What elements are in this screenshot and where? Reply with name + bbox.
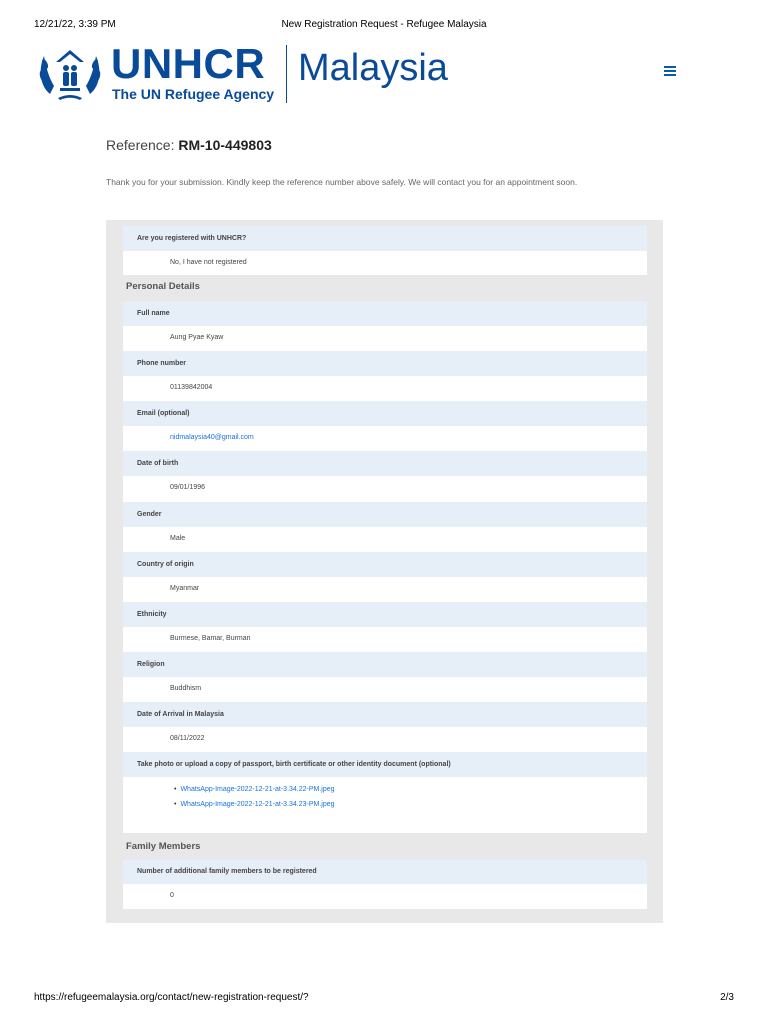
field-label-registered: Are you registered with UNHCR? [123, 226, 647, 251]
print-page-title: New Registration Request - Refugee Malaysia [281, 19, 487, 30]
field-value-registered: No, I have not registered [123, 251, 647, 275]
field-label-full-name: Full name [123, 301, 647, 326]
field-label-phone: Phone number [123, 351, 647, 376]
field-label-ethnicity: Ethnicity [123, 602, 647, 627]
field-value-ethnicity: Burmese, Bamar, Burman [123, 627, 647, 652]
print-datetime: 12/21/22, 3:39 PM [34, 19, 116, 30]
field-label-gender: Gender [123, 502, 647, 527]
field-value-religion: Buddhism [123, 677, 647, 702]
print-url: https://refugeemalaysia.org/contact/new-registration-request/? [34, 992, 309, 1003]
reference-label: Reference: [106, 137, 175, 153]
submission-details [106, 220, 663, 923]
field-value-country: Myanmar [123, 577, 647, 602]
field-label-email: Email (optional) [123, 401, 647, 426]
org-name: UNHCR [111, 40, 266, 87]
unhcr-emblem-icon [36, 42, 104, 102]
unhcr-logo[interactable] [36, 42, 456, 108]
reference-number: RM-10-449803 [178, 137, 272, 153]
country-name: Malaysia [298, 47, 448, 89]
reference [106, 137, 272, 153]
section-family-members: Family Members [106, 833, 663, 860]
field-label-documents: Take photo or upload a copy of passport, birth certificate or other identity document (optional) [123, 752, 647, 777]
field-label-dob: Date of birth [123, 451, 647, 476]
org-tagline: The UN Refugee Agency [112, 86, 275, 102]
field-value-gender: Male [123, 527, 647, 552]
field-label-country: Country of origin [123, 552, 647, 577]
confirmation-message: Thank you for your submission. Kindly keep the reference number above safely. We will contact you for an appointment soon. [106, 177, 578, 187]
section-personal-details: Personal Details [106, 275, 663, 301]
field-value-email [123, 426, 647, 451]
field-value-full-name: Aung Pyae Kyaw [123, 326, 647, 351]
field-value-dob: 09/01/1996 [123, 476, 647, 502]
field-value-phone: 01139842004 [123, 376, 647, 401]
document-list [123, 777, 647, 833]
print-page-number: 2/3 [720, 992, 734, 1003]
hamburger-menu-icon[interactable] [662, 66, 678, 80]
document-link-2[interactable]: • WhatsApp-Image-2022-12-21-at-3.34.23-PM.jpeg [174, 801, 335, 808]
field-value-arrival: 08/11/2022 [123, 727, 647, 752]
field-label-arrival: Date of Arrival in Malaysia [123, 702, 647, 727]
email-link[interactable]: nidmalaysia40@gmail.com [170, 434, 254, 441]
print-header [0, 19, 768, 33]
document-link-1[interactable]: • WhatsApp-Image-2022-12-21-at-3.34.22-PM.jpeg [174, 786, 335, 793]
field-label-religion: Religion [123, 652, 647, 677]
logo-divider [286, 45, 287, 103]
field-value-family-count: 0 [123, 884, 647, 909]
field-label-family-count: Number of additional family members to be registered [123, 860, 647, 884]
